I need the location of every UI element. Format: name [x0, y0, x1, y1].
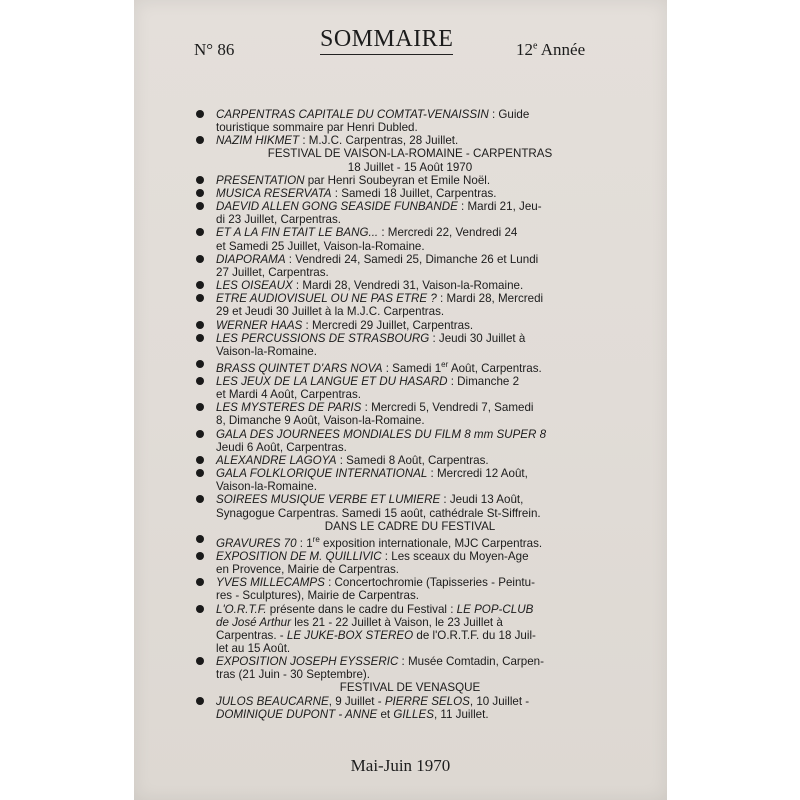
bullet-icon: [196, 469, 204, 477]
item-title: YVES MILLECAMPS: [216, 576, 325, 590]
item-title: CARPENTRAS CAPITALE DU COMTAT-VENAISSIN: [216, 108, 489, 121]
item-line: [216, 603, 604, 616]
item-text: et: [377, 707, 394, 721]
item-line: [216, 358, 604, 375]
list-item: [194, 174, 604, 187]
bullet-icon: [196, 255, 204, 263]
bullet-icon: [196, 202, 204, 210]
item-line: [216, 253, 604, 266]
item-text: : Mercredi 12 Août,: [427, 467, 528, 481]
list-item: [194, 279, 604, 292]
item-line: [216, 121, 604, 134]
item-line: [216, 454, 604, 467]
list-item: [194, 467, 604, 493]
item-title: GILLES: [393, 707, 434, 721]
item-line: [216, 642, 604, 655]
bullet-icon: [196, 176, 204, 184]
item-text: : Guide: [488, 108, 530, 121]
item-text: par Henri Soubeyran et Emile Noël.: [304, 173, 491, 187]
item-line: [216, 655, 604, 668]
item-line: [216, 550, 604, 563]
item-text: de l'O.R.T.F. du 18 Juil-: [413, 628, 536, 642]
list-item: [194, 292, 604, 318]
list-item: [194, 187, 604, 200]
section-heading: 18 Juillet - 15 Août 1970: [347, 160, 473, 174]
bullet-icon: [196, 403, 204, 411]
item-line: [216, 441, 604, 454]
item-title: SOIREES MUSIQUE VERBE ET LUMIERE: [216, 493, 441, 507]
item-line: [216, 428, 604, 441]
bullet-icon: [196, 552, 204, 560]
bullet-icon: [196, 228, 204, 236]
item-title: NAZIM HIKMET: [216, 134, 300, 148]
item-text: : Jeudi 13 Août,: [440, 493, 524, 507]
item-line: [216, 319, 604, 332]
item-title: JULOS BEAUCARNE: [216, 694, 329, 708]
item-title: GALA DES JOURNEES MONDIALES DU FILM 8 mm SUPER 8: [216, 427, 547, 441]
bullet-icon: [196, 110, 204, 118]
item-text: Jeudi 6 Août, Carpentras.: [216, 440, 347, 454]
item-line: [216, 480, 604, 493]
item-line: [216, 226, 604, 239]
list-item: [194, 454, 604, 467]
bullet-icon: [196, 605, 204, 613]
item-text: tras (21 Juin - 30 Septembre).: [216, 668, 371, 682]
item-line: [216, 375, 604, 388]
item-line: [216, 467, 604, 480]
item-text: di 23 Juillet, Carpentras.: [216, 213, 342, 227]
item-text: : Samedi 1: [382, 361, 442, 375]
list-item: [194, 319, 604, 332]
item-title: LES JEUX DE LA LANGUE ET DU HASARD: [216, 374, 448, 388]
item-text: Synagogue Carpentras. Samedi 15 août, cathédrale St-Siffrein.: [216, 506, 541, 520]
bullet-icon: [196, 294, 204, 302]
section-heading: FESTIVAL DE VENASQUE: [339, 681, 481, 695]
item-text: : Musée Comtadin, Carpen-: [398, 655, 544, 669]
item-line: [216, 629, 604, 642]
item-title: LE JUKE-BOX STEREO: [286, 628, 414, 642]
item-text: : Mardi 21, Jeu-: [457, 200, 542, 214]
item-title: EXPOSITION DE M. QUILLIVIC: [216, 549, 382, 563]
item-line: [216, 576, 604, 589]
item-title: LES MYSTERES DE PARIS: [216, 401, 362, 415]
list-item: [194, 358, 604, 375]
item-text: en Provence, Mairie de Carpentras.: [216, 563, 400, 577]
item-title: LES PERCUSSIONS DE STRASBOURG: [216, 331, 430, 345]
item-text: Vaison-la-Romaine.: [216, 480, 317, 494]
item-text: exposition internationale, MJC Carpentras.: [319, 536, 543, 550]
list-item: [194, 253, 604, 279]
bullet-icon: [196, 377, 204, 385]
item-line: [216, 589, 604, 602]
item-text: et Mardi 4 Août, Carpentras.: [216, 388, 361, 402]
item-title: DOMINIQUE DUPONT - ANNE: [216, 707, 378, 721]
item-text: : 1: [296, 536, 313, 550]
year-label: [516, 40, 585, 60]
item-title: GRAVURES 70: [216, 536, 297, 550]
item-text: , 11 Juillet.: [433, 707, 489, 721]
list-item: [194, 603, 604, 656]
list-item: [194, 134, 604, 147]
item-text: : Mercredi 29 Juillet, Carpentras.: [302, 318, 474, 332]
list-item: [194, 375, 604, 401]
item-text: let au 15 Août.: [216, 641, 291, 655]
list-item: [194, 200, 604, 226]
item-title: ALEXANDRE LAGOYA: [216, 453, 337, 467]
bullet-icon: [196, 657, 204, 665]
item-text: : Samedi 18 Juillet, Carpentras.: [331, 186, 497, 200]
bullet-icon: [196, 334, 204, 342]
section-heading: FESTIVAL DE VAISON-LA-ROMAINE - CARPENTRAS: [267, 147, 553, 161]
list-item: [194, 401, 604, 427]
item-text: 8, Dimanche 9 Août, Vaison-la-Romaine.: [216, 414, 425, 428]
item-text: : Concertochromie (Tapisseries - Peintu-: [324, 576, 535, 590]
item-line: [216, 616, 604, 629]
item-text: 29 et Jeudi 30 Juillet à la M.J.C. Carpentras.: [216, 305, 445, 319]
issue-date: Mai-Juin 1970: [350, 756, 451, 775]
table-of-contents: [194, 108, 604, 721]
item-text: touristique sommaire par Henri Dubled.: [216, 121, 418, 135]
bullet-icon: [196, 321, 204, 329]
item-line: [216, 695, 604, 708]
list-item: [194, 576, 604, 602]
item-line: [216, 507, 604, 520]
item-line: [216, 414, 604, 427]
item-text: : Mardi 28, Mercredi: [436, 292, 544, 306]
year-number: 12: [516, 40, 533, 59]
item-line: [216, 240, 604, 253]
item-title: LE POP-CLUB: [456, 602, 534, 616]
page-header: [134, 26, 667, 66]
list-item: [194, 226, 604, 252]
item-line: [216, 332, 604, 345]
item-text: et Samedi 25 Juillet, Vaison-la-Romaine.: [216, 239, 425, 253]
item-line: [216, 708, 604, 721]
item-title: MUSICA RESERVATA: [216, 186, 332, 200]
list-item: [194, 655, 604, 681]
item-text: : Mercredi 5, Vendredi 7, Samedi: [361, 401, 534, 415]
bullet-icon: [196, 189, 204, 197]
list-item: [194, 428, 604, 454]
item-title: L'O.R.T.F.: [216, 602, 267, 616]
item-text: : M.J.C. Carpentras, 28 Juillet.: [299, 134, 459, 148]
item-line: [216, 345, 604, 358]
item-line: [216, 108, 604, 121]
bullet-icon: [196, 281, 204, 289]
item-line: [216, 493, 604, 506]
list-item: [194, 533, 604, 550]
item-title: EXPOSITION JOSEPH EYSSERIC: [216, 655, 399, 669]
item-line: [216, 187, 604, 200]
bullet-icon: [196, 535, 204, 543]
item-line: [216, 533, 604, 550]
bullet-icon: [196, 430, 204, 438]
section-heading: DANS LE CADRE DU FESTIVAL: [324, 519, 496, 533]
item-text: , 9 Juillet -: [328, 694, 385, 708]
item-title: DIAPORAMA: [216, 252, 286, 266]
bullet-icon: [196, 136, 204, 144]
item-text: les 21 - 22 Juillet à Vaison, le 23 Juillet à: [290, 615, 503, 629]
item-text: : Les sceaux du Moyen-Age: [381, 549, 529, 563]
item-line: [216, 305, 604, 318]
list-item: [194, 550, 604, 576]
year-word: Année: [540, 40, 586, 59]
item-line: [216, 174, 604, 187]
item-line: [216, 134, 604, 147]
item-text: Carpentras. -: [216, 628, 287, 642]
list-item: [194, 108, 604, 134]
item-text: , 10 Juillet -: [469, 694, 530, 708]
item-line: [216, 563, 604, 576]
year-ordinal: e: [533, 40, 538, 52]
bullet-icon: [196, 495, 204, 503]
item-title: PIERRE SELOS: [384, 694, 470, 708]
item-title: BRASS QUINTET D'ARS NOVA: [216, 361, 383, 375]
page-title: SOMMAIRE: [320, 26, 453, 55]
list-item: [194, 695, 604, 721]
issue-number: N° 86: [194, 40, 235, 59]
item-line: [216, 213, 604, 226]
list-item: [194, 493, 604, 519]
item-title: ETRE AUDIOVISUEL OU NE PAS ETRE ?: [216, 292, 437, 306]
item-title: WERNER HAAS: [216, 318, 303, 332]
item-text: res - Sculptures), Mairie de Carpentras.: [216, 589, 419, 603]
item-text: : Samedi 8 Août, Carpentras.: [336, 453, 489, 467]
item-title: GALA FOLKLORIQUE INTERNATIONAL: [216, 467, 428, 481]
item-line: [216, 292, 604, 305]
item-title: de José Arthur: [216, 615, 291, 629]
item-title: PRESENTATION: [216, 173, 305, 187]
item-text: : Dimanche 2: [447, 374, 520, 388]
item-line: [216, 401, 604, 414]
item-text: présente dans le cadre du Festival :: [266, 602, 457, 616]
list-item: [194, 332, 604, 358]
item-text: : Mercredi 22, Vendredi 24: [378, 226, 518, 240]
item-text: re: [312, 534, 320, 544]
item-text: : Jeudi 30 Juillet à: [429, 331, 526, 345]
item-text: er: [441, 359, 449, 369]
magazine-page: [134, 0, 667, 800]
bullet-icon: [196, 697, 204, 705]
item-text: : Vendredi 24, Samedi 25, Dimanche 26 et Lundi: [285, 252, 539, 266]
item-line: [216, 279, 604, 292]
item-title: LES OISEAUX: [216, 279, 293, 293]
item-title: ET A LA FIN ETAIT LE BANG...: [216, 226, 379, 240]
item-line: [216, 668, 604, 681]
item-text: 27 Juillet, Carpentras.: [216, 265, 329, 279]
item-line: [216, 200, 604, 213]
item-text: Vaison-la-Romaine.: [216, 344, 317, 358]
bullet-icon: [196, 578, 204, 586]
item-title: DAEVID ALLEN GONG SEASIDE FUNBANDE: [216, 200, 458, 214]
item-text: Août, Carpentras.: [448, 361, 542, 375]
bullet-icon: [196, 360, 204, 368]
item-line: [216, 266, 604, 279]
bullet-icon: [196, 456, 204, 464]
item-line: [216, 388, 604, 401]
item-text: : Mardi 28, Vendredi 31, Vaison-la-Romaine.: [292, 279, 524, 293]
